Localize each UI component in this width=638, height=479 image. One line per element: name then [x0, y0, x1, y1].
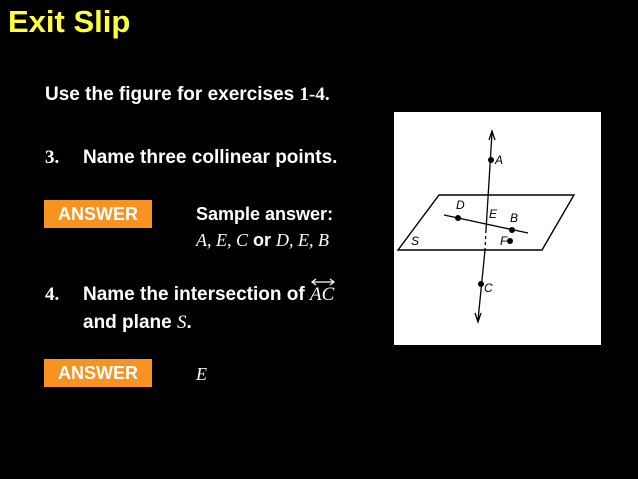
label-s: S — [411, 234, 420, 248]
answer-3-part2: D, E, B — [276, 230, 330, 250]
question-4-line2-text: and plane — [83, 312, 177, 333]
label-f: F — [500, 234, 508, 248]
answer-3-or: or — [253, 230, 272, 250]
question-3-number: 3. — [45, 147, 60, 168]
double-arrow-icon — [310, 278, 336, 286]
plane-line-diagram — [394, 112, 601, 345]
intro-range: 1-4. — [299, 84, 330, 105]
line-ac-name: AC — [310, 284, 335, 305]
line-ac-notation — [310, 284, 334, 306]
answer-3-heading: Sample answer: — [196, 204, 334, 224]
question-4-text: Name the intersection of — [83, 284, 310, 305]
answer-4: E — [196, 364, 207, 384]
intro-text — [45, 84, 330, 106]
point-a — [488, 157, 494, 163]
plane-name: S — [176, 312, 187, 333]
geometry-figure — [394, 112, 601, 345]
answer-3-part1: A, E, C — [196, 230, 248, 250]
answer-badge-4: ANSWER — [44, 359, 152, 387]
slide-title: Exit Slip — [8, 4, 131, 39]
label-e: E — [489, 207, 498, 221]
label-c: C — [484, 281, 493, 295]
point-b — [509, 227, 515, 233]
line-ac-hidden — [485, 230, 486, 250]
question-4-line2 — [83, 312, 192, 334]
answer-badge-3: ANSWER — [44, 200, 152, 228]
label-d: D — [456, 198, 465, 212]
intro-label: Use the figure for exercises — [45, 84, 300, 105]
question-4-number: 4. — [45, 284, 60, 305]
point-f — [507, 238, 513, 244]
question-3 — [45, 147, 337, 169]
question-3-text: Name three collinear points. — [83, 147, 338, 168]
answer-3 — [196, 230, 329, 251]
label-a: A — [495, 153, 504, 167]
point-d — [455, 215, 461, 221]
question-4 — [45, 284, 334, 306]
label-b: B — [510, 211, 519, 225]
question-4-period: . — [186, 312, 192, 333]
